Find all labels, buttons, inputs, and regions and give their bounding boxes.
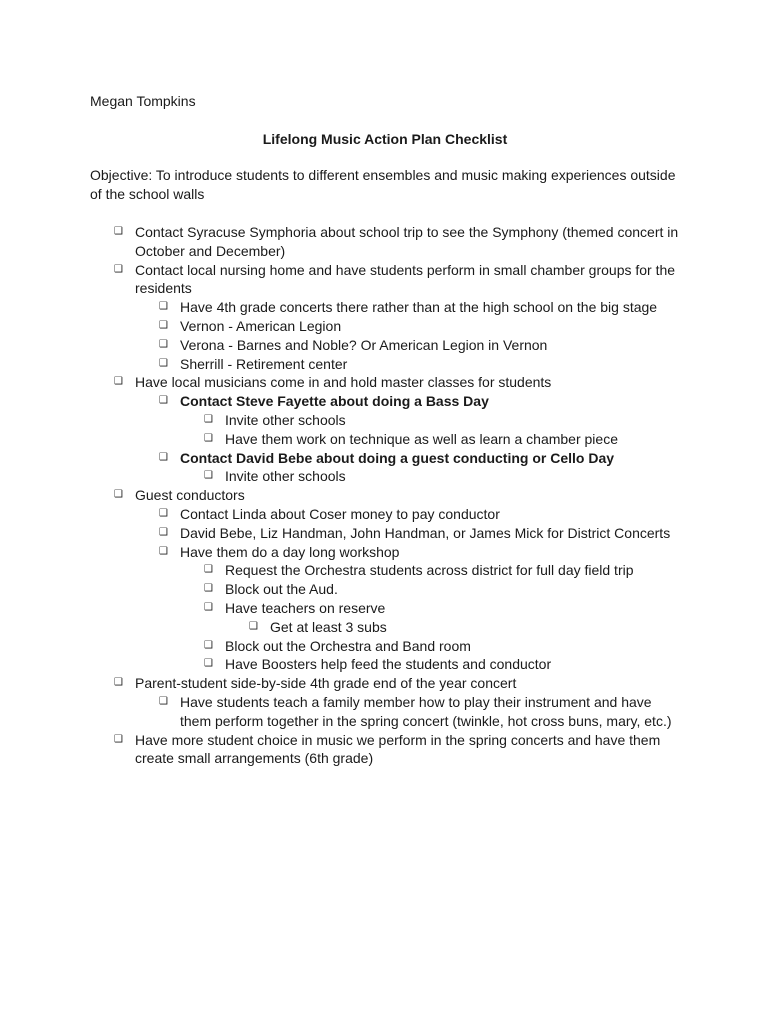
checkbox-icon: ❑	[159, 357, 168, 369]
checklist-item-text: Have Boosters help feed the students and conductor	[225, 656, 552, 673]
checklist-item	[90, 505, 680, 524]
checklist-item	[90, 486, 680, 505]
checklist-item-text: Invite other schools	[225, 468, 346, 485]
checklist-item	[90, 355, 680, 374]
checkbox-icon: ❑	[159, 526, 168, 538]
checklist-item	[90, 223, 680, 261]
checklist-item	[90, 637, 680, 656]
checklist-item	[90, 317, 680, 336]
checklist-item	[90, 336, 680, 355]
checklist-item	[90, 373, 680, 392]
checkbox-icon: ❑	[159, 451, 168, 463]
objective-paragraph: Objective: To introduce students to different ensembles and music making experiences outside of the school walls	[90, 167, 676, 202]
checkbox-icon: ❑	[159, 395, 168, 407]
checklist-item	[90, 467, 680, 486]
checklist-item	[90, 430, 680, 449]
checkbox-icon: ❑	[114, 733, 123, 745]
checklist	[90, 223, 680, 768]
checklist-item	[90, 580, 680, 599]
checkbox-icon: ❑	[204, 658, 213, 670]
checkbox-icon: ❑	[204, 601, 213, 613]
document-title: Lifelong Music Action Plan Checklist	[262, 131, 508, 147]
checklist-item	[90, 599, 680, 618]
checklist-item	[90, 524, 680, 543]
checklist-item-text: Invite other schools	[225, 411, 346, 428]
checkbox-icon: ❑	[204, 413, 213, 425]
checklist-item-text: Request the Orchestra students across district for full day field trip	[225, 562, 634, 579]
checklist-item-text: Have local musicians come in and hold master classes for students	[135, 374, 552, 391]
checkbox-icon: ❑	[204, 470, 213, 482]
checklist-item-text: Block out the Orchestra and Band room	[225, 637, 471, 654]
author-name: Megan Tompkins	[90, 93, 196, 109]
checklist-item	[90, 298, 680, 317]
checklist-item	[90, 261, 680, 299]
checkbox-icon: ❑	[159, 319, 168, 331]
checklist-item	[90, 674, 680, 693]
checklist-item-text: Contact David Bebe about doing a guest conducting or Cello Day	[180, 449, 615, 466]
checkbox-icon: ❑	[114, 376, 123, 388]
checklist-item-text: Contact Syracuse Symphoria about school trip to see the Symphony (themed concert in October and December)	[135, 224, 679, 259]
checklist-item	[90, 693, 680, 731]
checkbox-icon: ❑	[114, 677, 123, 689]
checklist-item-text: Block out the Aud.	[225, 581, 338, 598]
checklist-item-text: Parent-student side-by-side 4th grade end of the year concert	[135, 675, 517, 692]
checkbox-icon: ❑	[204, 564, 213, 576]
checkbox-icon: ❑	[114, 489, 123, 501]
checkbox-icon: ❑	[204, 639, 213, 651]
checkbox-icon: ❑	[159, 301, 168, 313]
checkbox-icon: ❑	[114, 226, 123, 237]
checkbox-icon: ❑	[159, 507, 168, 519]
checklist-item	[90, 411, 680, 430]
checklist-item-text: Get at least 3 subs	[270, 618, 387, 635]
checklist-item-text: Contact local nursing home and have students perform in small chamber groups for the residents	[135, 261, 676, 297]
checklist-item	[90, 449, 680, 468]
checkbox-icon: ❑	[159, 545, 168, 557]
checklist-item-text: Contact Steve Fayette about doing a Bass Day	[180, 393, 489, 410]
checklist-item-text: Have teachers on reserve	[225, 599, 386, 616]
checklist-item-text: Have more student choice in music we perform in the spring concerts and have them create small arrangements (6th grade)	[135, 731, 661, 767]
checklist-item-text: Guest conductors	[135, 487, 245, 504]
checklist-item-text: Have students teach a family member how to play their instrument and have them perform together in the spring concert (twinkle, hot cross buns, mary, etc.)	[180, 693, 672, 729]
checklist-item	[90, 618, 680, 637]
checklist-item	[90, 543, 680, 562]
checkbox-icon: ❑	[159, 338, 168, 350]
checkbox-icon: ❑	[159, 695, 168, 707]
checkbox-icon: ❑	[204, 583, 213, 595]
checklist-item	[90, 731, 680, 769]
checklist-item-text: Vernon - American Legion	[180, 317, 342, 334]
checklist-item-text: Contact Linda about Coser money to pay conductor	[180, 505, 500, 522]
checkbox-icon: ❑	[249, 620, 258, 632]
checkbox-icon: ❑	[204, 432, 213, 444]
checklist-item-text: Have them work on technique as well as learn a chamber piece	[225, 430, 618, 447]
checklist-item-text: Have 4th grade concerts there rather than at the high school on the big stage	[180, 299, 658, 316]
checklist-item-text: Verona - Barnes and Noble? Or American Legion in Vernon	[180, 336, 548, 353]
checklist-item-text: David Bebe, Liz Handman, John Handman, or James Mick for District Concerts	[180, 524, 671, 541]
checklist-item-text: Sherrill - Retirement center	[180, 355, 348, 372]
checklist-item	[90, 392, 680, 411]
document-page	[90, 90, 680, 768]
checklist-item	[90, 655, 680, 674]
checkbox-icon: ❑	[114, 263, 123, 275]
checklist-item-text: Have them do a day long workshop	[180, 543, 400, 560]
checklist-item	[90, 561, 680, 580]
